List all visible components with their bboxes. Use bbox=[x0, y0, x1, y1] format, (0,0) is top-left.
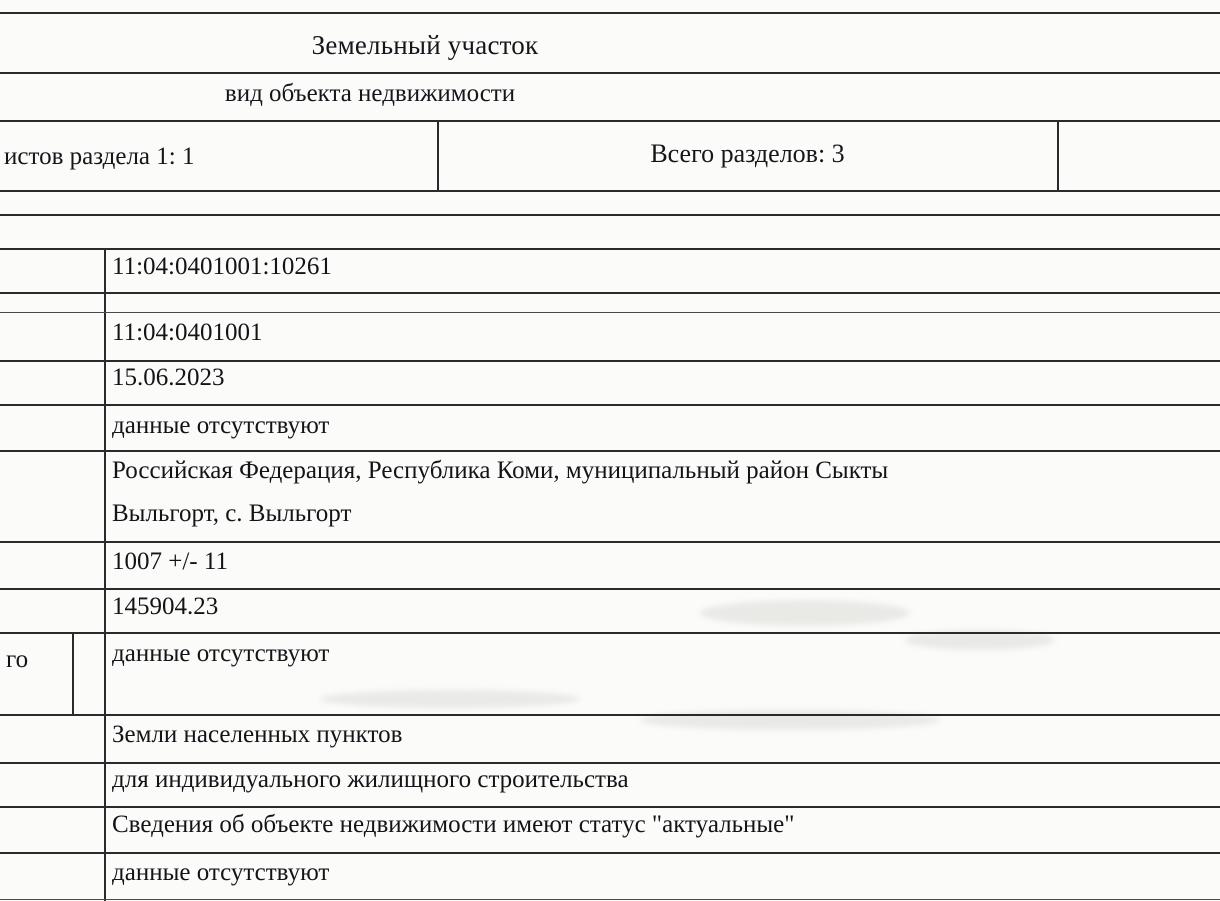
table-cell-value: данные отсутствуют bbox=[112, 859, 330, 886]
table-cell-value: 15.06.2023 bbox=[112, 364, 225, 391]
table-rule bbox=[0, 248, 1220, 250]
table-rule bbox=[0, 588, 1220, 590]
table-rule bbox=[0, 360, 1220, 362]
table-cell-value: Сведения об объекте недвижимости имеют статус "актуальные" bbox=[112, 811, 795, 838]
table-rule bbox=[0, 120, 1220, 122]
table-rule bbox=[0, 541, 1220, 543]
scan-smudge bbox=[640, 710, 940, 730]
table-cell-value: Российская Федерация, Республика Коми, муниципальный район Сыкты bbox=[112, 457, 889, 484]
table-rule bbox=[0, 632, 1220, 634]
object-type-caption: вид объекта недвижимости bbox=[224, 80, 516, 107]
table-rule bbox=[0, 899, 1220, 900]
table-cell-value: для индивидуального жилищного строительства bbox=[112, 766, 629, 793]
table-rule bbox=[0, 12, 1220, 14]
table-rule bbox=[0, 72, 1220, 74]
table-cell-value: 1007 +/- 11 bbox=[112, 548, 228, 575]
table-rule bbox=[0, 292, 1220, 294]
table-column-divider bbox=[72, 632, 74, 714]
table-rule bbox=[0, 762, 1220, 764]
scan-smudge bbox=[700, 600, 910, 626]
table-cell-value: Земли населенных пунктов bbox=[112, 721, 403, 748]
table-rule bbox=[0, 214, 1220, 216]
table-divider bbox=[1057, 122, 1059, 190]
table-cell-value-cont: Выльгорт, с. Выльгорт bbox=[112, 500, 352, 527]
table-cell-value: данные отсутствуют bbox=[112, 412, 330, 439]
total-sections-value: Всего разделов: 3 bbox=[650, 139, 845, 168]
table-rule bbox=[0, 404, 1220, 406]
table-column-divider bbox=[104, 248, 106, 901]
table-divider bbox=[437, 122, 439, 190]
table-rule bbox=[0, 714, 1220, 716]
scan-smudge bbox=[320, 690, 580, 708]
table-cell-value: 145904.23 bbox=[112, 593, 219, 620]
table-rule bbox=[0, 852, 1220, 854]
table-cell-label: го bbox=[6, 646, 29, 673]
table-rule bbox=[0, 450, 1220, 452]
table-cell-value: данные отсутствуют bbox=[112, 640, 330, 667]
table-rule bbox=[0, 312, 1220, 313]
sheets-of-section-value: истов раздела 1: 1 bbox=[4, 143, 195, 170]
table-rule bbox=[0, 190, 1220, 192]
table-cell-value: 11:04:0401001 bbox=[112, 319, 263, 346]
table-rule bbox=[0, 806, 1220, 808]
table-cell-value: 11:04:0401001:10261 bbox=[112, 253, 332, 280]
object-type-value: Земельный участок bbox=[311, 30, 539, 60]
